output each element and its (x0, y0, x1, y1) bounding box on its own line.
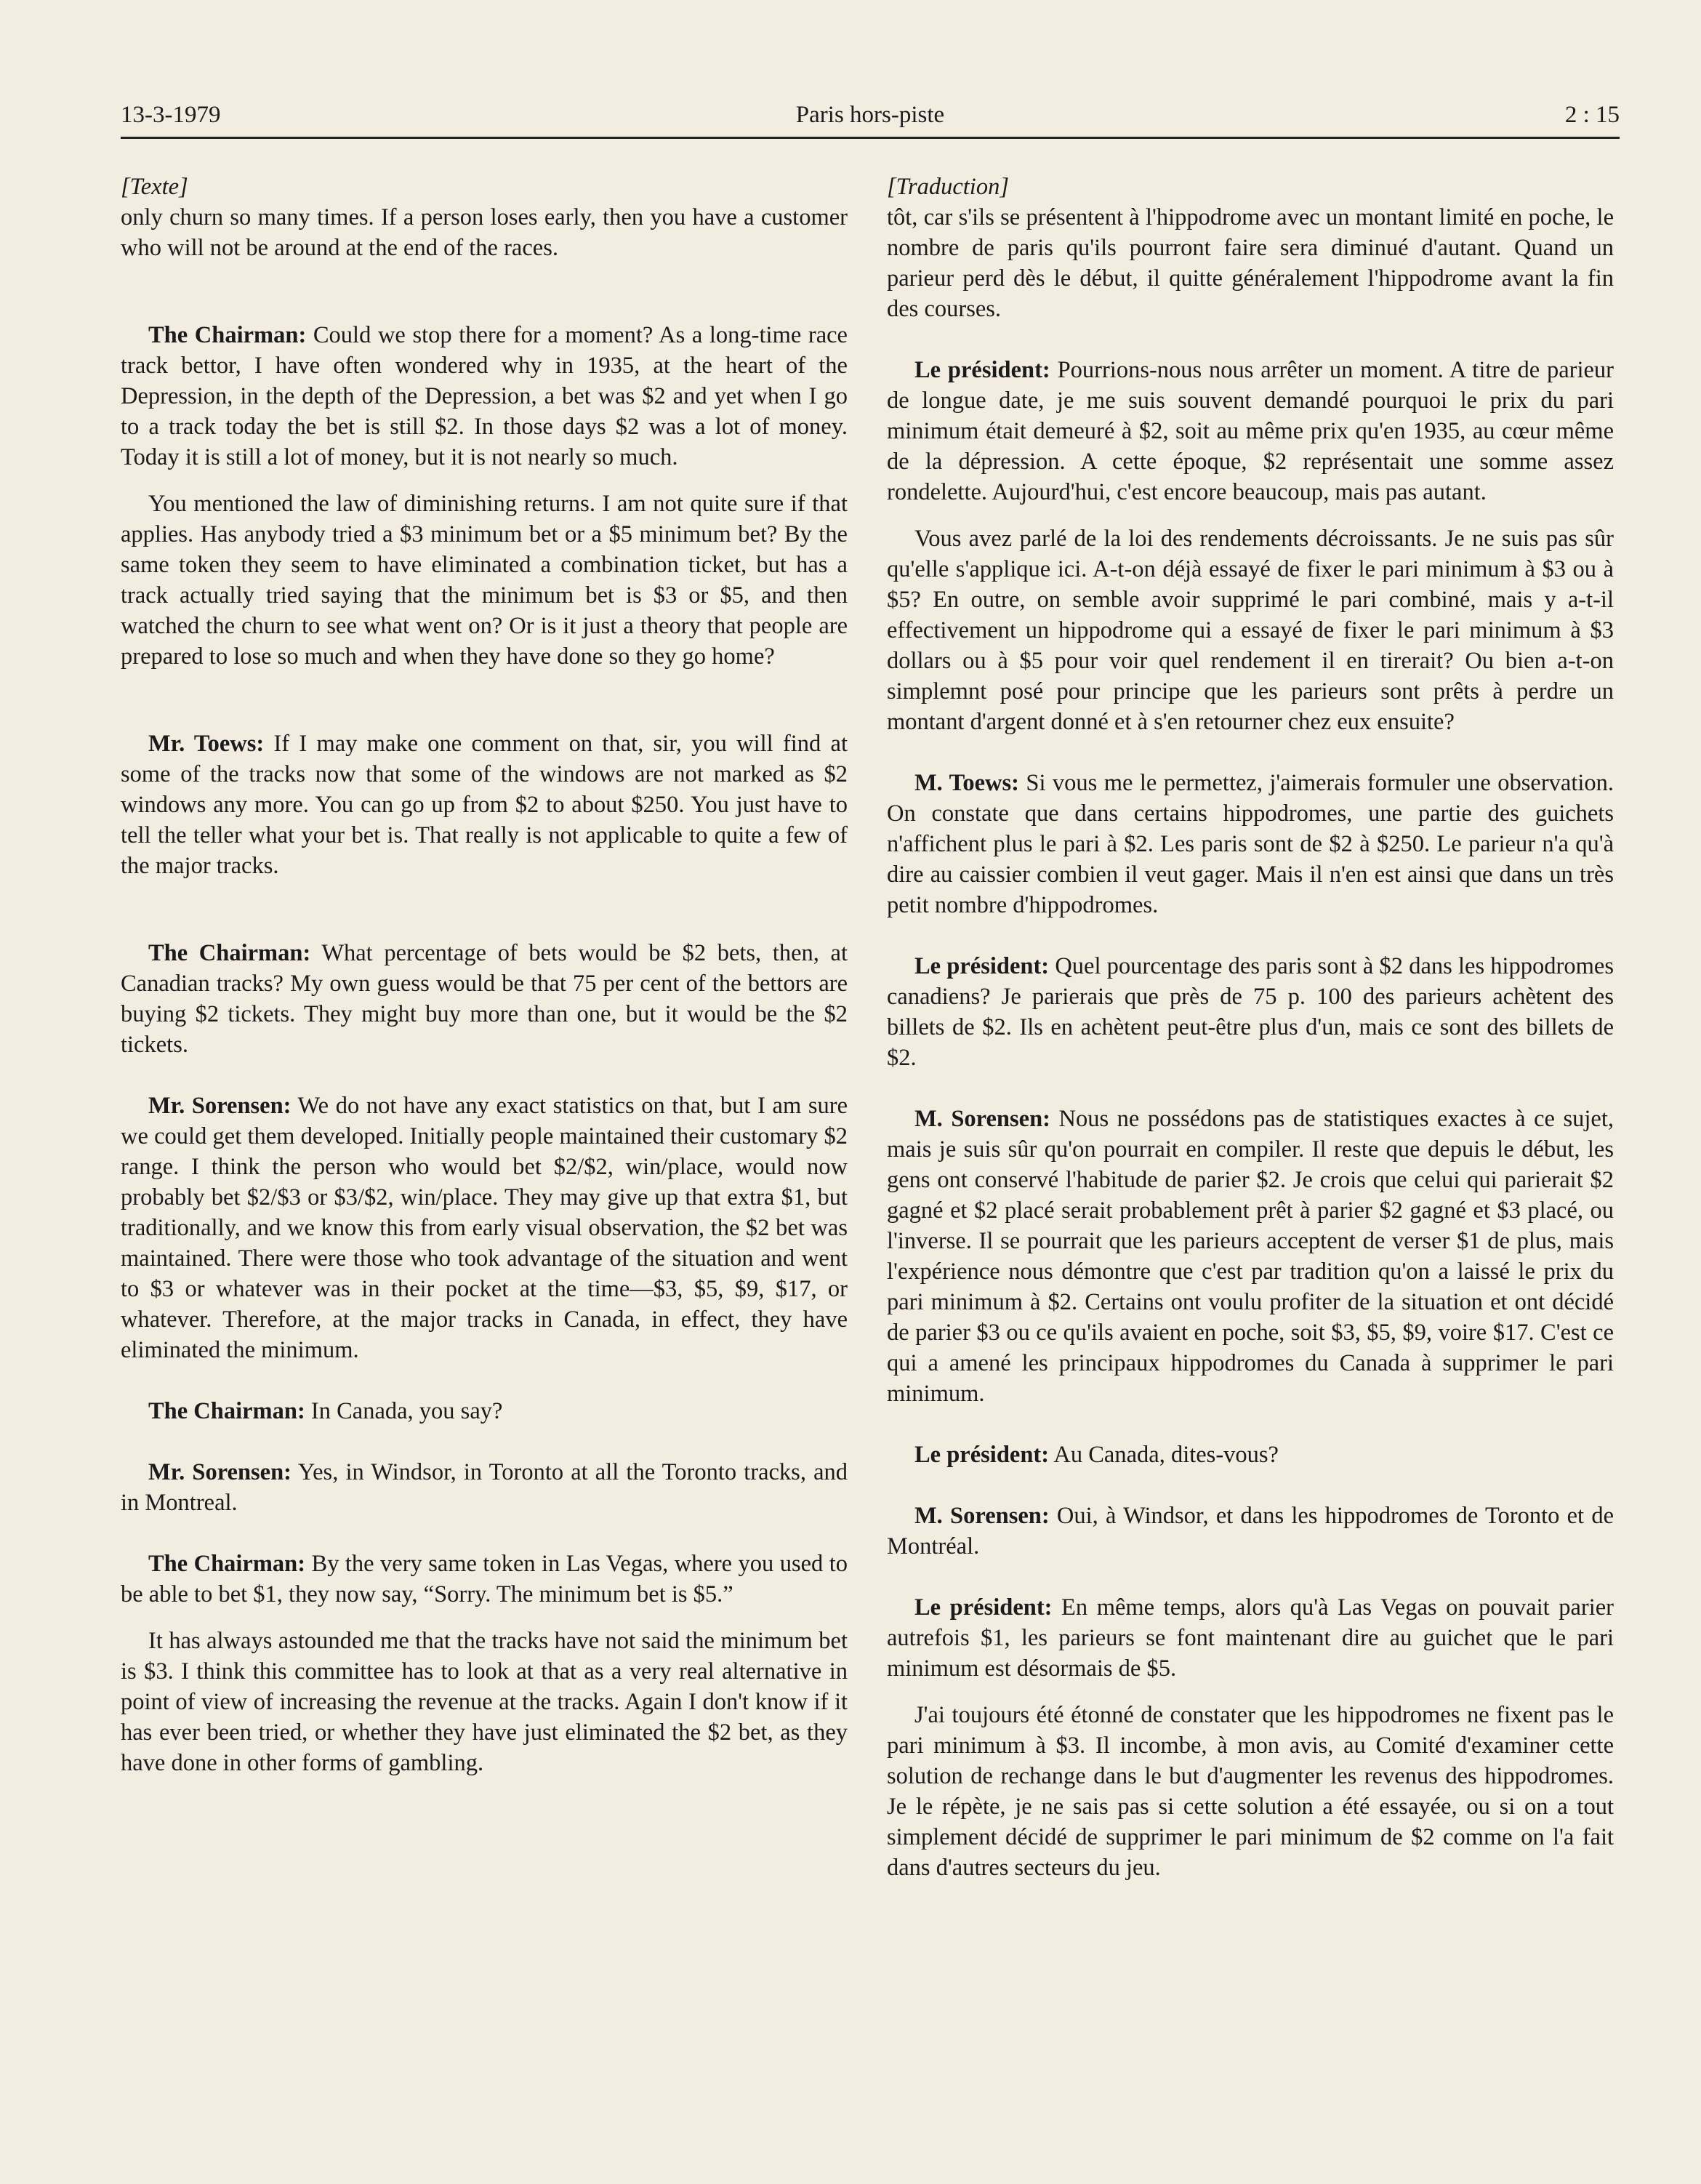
column-tag: [Texte] (121, 174, 188, 200)
speaker-name: M. Sorensen: (914, 1503, 1050, 1529)
english-column (121, 172, 848, 1778)
paragraph: M. Toews: Si vous me le permettez, j'aimerais formuler une observation. On constate que dans certains hippodromes, une partie des guichets n'affichent plus le pari à $2. Les paris sont de $2 à $250. Le parieur n'a qu'à dire au caissier combien il veut gager. Mais il n'en est ainsi que dans un très petit nombre d'hippodromes. (887, 770, 1614, 918)
speaker-name: Le président: (914, 953, 1050, 979)
paragraph: Le président: En même temps, alors qu'à Las Vegas on pouvait parier autrefois $1, les parieurs se font maintenant dire au guichet que le pari minimum est désormais de $5. (887, 1594, 1614, 1682)
speaker-name: Le président: (914, 357, 1050, 383)
paragraph: Le président: Au Canada, dites-vous? (914, 1442, 1279, 1468)
paragraph: Mr. Sorensen: We do not have any exact statistics on that, but I am sure we could get them developed. Initially people maintained their customary $2 range. I think the person who would bet $2/$2, win/place, would now probably bet $2/$3 or $3/$2, win/place. They may give up that extra $1, but traditionally, and we know this from early visual observation, the $2 bet was maintained. There were those who took advantage of the situation and went to $3 or whatever was in their pocket at the time—$3, $5, $9, $17, or whatever. Therefore, at the major tracks in Canada, in effect, they have eliminated the minimum. (121, 1093, 848, 1363)
speaker-name: The Chairman: (148, 940, 311, 966)
paragraph: The Chairman: What percentage of bets would be $2 bets, then, at Canadian tracks? My own guess would be that 75 per cent of the bettors are buying $2 tickets. They might buy more than one, but it would be the $2 tickets. (121, 940, 848, 1058)
speaker-name: The Chairman: (148, 1398, 305, 1424)
paragraph: J'ai toujours été étonné de constater que les hippodromes ne fixent pas le pari minimum à $3. Il incombe, à mon avis, au Comité d'examiner cette solution de rechange dans le but d'augmenter les revenus des hippodromes. Je le répète, je ne sais pas si cette solution a été essayée, ou si on a tout simplement décidé de supprimer le pari minimum de $2 comme on l'a fait dans d'autres secteurs du jeu. (887, 1702, 1614, 1881)
paragraph: Le président: Pourrions-nous nous arrêter un moment. A titre de parieur de longue date, je me suis souvent demandé pourquoi le prix du pari minimum était demeuré à $2, soit au même prix qu'en 1935, au cœur même de la dépression. A cette époque, $2 représentait une somme assez rondelette. Aujourd'hui, c'est encore beaucoup, mais pas autant. (887, 357, 1614, 505)
column-tag: [Traduction] (887, 174, 1009, 200)
paragraph: Mr. Sorensen: Yes, in Windsor, in Toronto at all the Toronto tracks, and in Montreal. (121, 1459, 848, 1516)
header-title: Paris hors-piste (795, 102, 945, 128)
speaker-name: M. Toews: (914, 770, 1019, 796)
header-date: 13-3-1979 (121, 102, 221, 128)
paragraph: Le président: Quel pourcentage des paris sont à $2 dans les hippodromes canadiens? Je parierais que près de 75 p. 100 des parieurs achètent des billets de $2. Ils en achètent peut-être plus d'un, mais ce sont des billets de $2. (887, 953, 1614, 1071)
speaker-name: Mr. Toews: (148, 731, 265, 757)
header-page-number: 2 : 15 (1564, 102, 1620, 128)
paragraph: You mentioned the law of diminishing returns. I am not quite sure if that applies. Has anybody tried a $3 minimum bet or a $5 minimum bet? By the same token they seem to have eliminated a combination ticket, but has a track actually tried saying that the minimum bet is $3 or $5, and then watched the churn to see what went on? Or is it just a theory that people are prepared to lose so much and when they have done so they go home? (121, 491, 848, 670)
paragraph: Mr. Toews: If I may make one comment on that, sir, you will find at some of the tracks now that some of the windows are not marked as $2 windows any more. You can go up from $2 to about $250. You just have to tell the teller what your bet is. That really is not applicable to quite a few of the major tracks. (121, 731, 848, 879)
paragraph: only churn so many times. If a person loses early, then you have a customer who will not be around at the end of the races. (121, 204, 848, 261)
paragraph: Vous avez parlé de la loi des rendements décroissants. Je ne suis pas sûr qu'elle s'applique ici. A-t-on déjà essayé de fixer le pari minimum à $3 ou à $5? En outre, on semble avoir supprimé le pari combiné, mais y a-t-il effectivement un hippodrome qui a essayé de fixer le pari minimum à $3 dollars ou à $5 pour voir quel rendement il en tirerait? Ou bien a-t-on simplemnt posé pour principe que les parieurs sont prêts à perdre un montant d'argent donné et à s'en retourner chez eux ensuite? (887, 526, 1614, 735)
speaker-name: M. Sorensen: (914, 1106, 1050, 1132)
french-column (887, 172, 1614, 1883)
paragraph: M. Sorensen: Oui, à Windsor, et dans les hippodromes de Toronto et de Montréal. (887, 1503, 1614, 1559)
paragraph: tôt, car s'ils se présentent à l'hippodrome avec un montant limité en poche, le nombre de paris qu'ils pourront faire sera diminué d'autant. Quand un parieur perd dès le début, il quitte généralement l'hippodrome avant la fin des courses. (887, 204, 1614, 322)
paragraph: M. Sorensen: Nous ne possédons pas de statistiques exactes à ce sujet, mais je suis sûr qu'on pourrait en compiler. Il reste que depuis le début, les gens ont conservé l'habitude de parier $2. Je crois que celui qui parierait $2 gagné et $2 placé serait probablement prêt à parier $2 gagné et $3 placé, ou l'inverse. Il se pourrait que les parieurs acceptent de verser $1 de plus, mais l'expérience nous démontre que c'est par tradition qu'on a laissé le prix du pari minimum à $2. Certains ont voulu profiter de la situation et ont décidé de parier $3 ou ce qu'ils avaient en poche, soit $3, $5, $9, voire $17. C'est ce qui a amené les principaux hippodromes du Canada à supprimer le pari minimum. (887, 1106, 1614, 1407)
paragraph: The Chairman: By the very same token in Las Vegas, where you used to be able to bet $1, they now say, “Sorry. The minimum bet is $5.” (121, 1551, 848, 1607)
paragraph: It has always astounded me that the tracks have not said the minimum bet is $3. I think this committee has to look at that as a very real alternative in point of view of increasing the revenue at the tracks. Again I don't know if it has ever been tried, or whether they have just eliminated the $2 bet, as they have done in other forms of gambling. (121, 1628, 848, 1776)
paragraph: The Chairman: In Canada, you say? (148, 1398, 503, 1424)
speaker-name: The Chairman: (148, 322, 307, 348)
paragraph: The Chairman: Could we stop there for a moment? As a long-time race track bettor, I have often wondered why in 1935, at the heart of the Depression, in the depth of the Depression, a bet was $2 and yet when I go to a track today the bet is still $2. In those days $2 was a lot of money. Today it is still a lot of money, but it is not nearly so much. (121, 322, 848, 470)
page-header (121, 99, 1620, 139)
speaker-name: Mr. Sorensen: (148, 1459, 291, 1485)
speaker-name: Le président: (914, 1594, 1053, 1621)
speaker-name: The Chairman: (148, 1551, 306, 1577)
speaker-name: Le président: (914, 1442, 1050, 1468)
speaker-name: Mr. Sorensen: (148, 1093, 291, 1119)
